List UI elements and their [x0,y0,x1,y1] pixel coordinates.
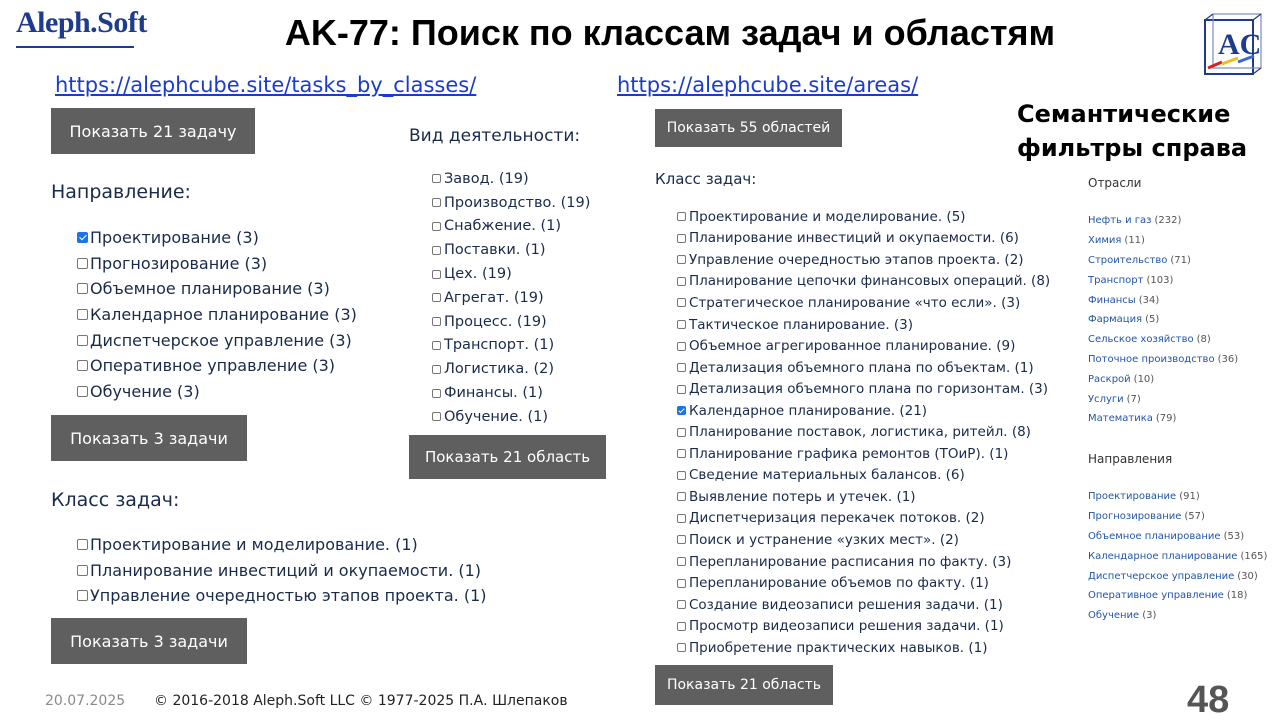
activity-item[interactable]: Логистика. (2) [432,357,590,381]
area-class-item[interactable]: Детализация объемного плана по горизонтам. (3) [677,378,1050,400]
checkbox[interactable] [677,449,686,458]
area-class-item[interactable]: Тактическое планирование. (3) [677,314,1050,336]
checkbox[interactable] [677,557,686,566]
industry-link[interactable]: Фармация (5) [1088,314,1160,326]
industry-link[interactable]: Строительство (71) [1088,254,1191,266]
direction-item[interactable]: Обучение (3) [77,379,357,405]
show-21-tasks-button[interactable]: Показать 21 задачу [51,108,255,154]
checkbox[interactable] [77,258,88,269]
checkbox[interactable] [677,579,686,588]
checkbox[interactable] [432,198,441,207]
industries-facet-list [1088,211,1238,429]
area-class-item[interactable]: Приобретение практических навыков. (1) [677,637,1050,659]
show-21-areas-button-bottom[interactable]: Показать 21 область [655,665,833,705]
cube-logo-letters: AC [1218,28,1262,61]
checkbox[interactable] [677,320,686,329]
industry-link[interactable]: Финансы (34) [1088,294,1160,306]
activity-item[interactable]: Производство. (19) [432,191,590,215]
area-class-item[interactable]: Планирование инвестиций и окупаемости. (6) [677,228,1050,250]
area-class-item[interactable]: Планирование поставок, логистика, ритейл. (8) [677,421,1050,443]
industry-link[interactable]: Транспорт (103) [1088,274,1174,286]
directions-facet-list [1088,487,1267,626]
activity-item[interactable]: Транспорт. (1) [432,334,590,358]
area-class-item[interactable]: Планирование цепочки финансовых операций. (8) [677,271,1050,293]
checkbox[interactable] [77,232,88,243]
checkbox[interactable] [77,590,88,601]
checkbox[interactable] [432,293,441,302]
direction-facet-link[interactable]: Объемное планирование (53) [1088,530,1245,542]
direction-facet-link[interactable]: Проектирование (91) [1088,491,1200,503]
footer-copyright: © 2016-2018 Aleph.Soft LLC © 1977-2025 П.А. Шлепаков [154,693,568,709]
checkbox[interactable] [432,317,441,326]
checkbox[interactable] [677,255,686,264]
checkbox[interactable] [77,539,88,550]
checkbox[interactable] [432,222,441,231]
class-item[interactable]: Управление очередностью этапов проекта. (1) [77,583,487,609]
checkbox[interactable] [432,174,441,183]
area-class-item[interactable]: Детализация объемного плана по объектам. (1) [677,357,1050,379]
checkbox[interactable] [677,600,686,609]
direction-list [77,225,357,404]
area-class-item[interactable]: Объемное агрегированное планирование. (9) [677,335,1050,357]
direction-facet-link[interactable]: Обучение (3) [1088,610,1157,622]
checkbox[interactable] [432,365,441,374]
checkbox[interactable] [677,234,686,243]
checkbox[interactable] [77,360,88,371]
page-number: 48 [1187,679,1230,721]
area-class-item[interactable]: Управление очередностью этапов проекта. (2) [677,249,1050,271]
show-3-tasks-button-top[interactable]: Показать 3 задачи [51,415,247,461]
area-class-item[interactable]: Диспетчеризация перекачек потоков. (2) [677,508,1050,530]
checkbox[interactable] [77,386,88,397]
note-line-2: фильтры справа [1017,134,1248,162]
checkbox[interactable] [677,385,686,394]
areas-class-heading: Класс задач: [655,170,757,188]
direction-facet-link[interactable]: Оперативное управление (18) [1088,590,1248,602]
checkbox[interactable] [677,277,686,286]
left-class-heading: Класс задач: [51,489,180,511]
logo-underline [16,46,134,48]
checkbox[interactable] [677,342,686,351]
direction-item[interactable]: Оперативное управление (3) [77,353,357,379]
activity-list [432,167,590,429]
checkbox[interactable] [77,335,88,346]
area-class-item[interactable]: Выявление потерь и утечек. (1) [677,486,1050,508]
directions-facet-title: Направления [1088,452,1173,466]
checkbox[interactable] [677,535,686,544]
class-item[interactable]: Планирование инвестиций и окупаемости. (1) [77,558,487,584]
direction-facet-link[interactable]: Календарное планирование (165) [1088,550,1268,562]
area-class-item[interactable]: Поиск и устранение «узких мест». (2) [677,529,1050,551]
direction-item[interactable]: Диспетчерское управление (3) [77,327,357,353]
area-class-item[interactable]: Перепланирование объемов по факту. (1) [677,572,1050,594]
checkbox[interactable] [677,298,686,307]
area-class-item[interactable]: Создание видеозаписи решения задачи. (1) [677,594,1050,616]
checkbox[interactable] [432,270,441,279]
show-21-areas-button-activity[interactable]: Показать 21 область [409,435,606,479]
industry-link[interactable]: Нефть и газ (232) [1088,215,1182,227]
area-class-item[interactable]: Сведение материальных балансов. (6) [677,465,1050,487]
industry-link[interactable]: Поточное производство (36) [1088,353,1239,365]
checkbox[interactable] [432,412,441,421]
area-class-item[interactable]: Планирование графика ремонтов (ТОиР). (1) [677,443,1050,465]
checkbox[interactable] [677,363,686,372]
checkbox[interactable] [77,565,88,576]
direction-item[interactable]: Проектирование (3) [77,225,357,251]
activity-heading: Вид деятельности: [409,126,581,146]
areas-class-list [677,206,1050,658]
cube-icon [1202,12,1264,76]
direction-item[interactable]: Объемное планирование (3) [77,276,357,302]
direction-item[interactable]: Календарное планирование (3) [77,302,357,328]
alephcube-logo [1202,12,1264,76]
direction-heading: Направление: [51,181,191,203]
left-class-list [77,532,487,609]
activity-item[interactable]: Процесс. (19) [432,310,590,334]
industry-link[interactable]: Сельское хозяйство (8) [1088,334,1211,346]
checkbox[interactable] [677,428,686,437]
area-class-item[interactable]: Просмотр видеозаписи решения задачи. (1) [677,615,1050,637]
note-line-1: Семантические [1017,100,1231,128]
checkbox[interactable] [432,389,441,398]
checkbox[interactable] [432,246,441,255]
footer-date: 20.07.2025 [45,693,126,709]
checkbox[interactable] [77,309,88,320]
activity-item[interactable]: Агрегат. (19) [432,286,590,310]
checkbox[interactable] [677,492,686,501]
area-class-item[interactable]: Календарное планирование. (21) [677,400,1050,422]
checkbox[interactable] [677,643,686,652]
checkbox[interactable] [677,622,686,631]
activity-item[interactable]: Цех. (19) [432,262,590,286]
checkbox[interactable] [677,212,686,221]
areas-link[interactable]: https://alephcube.site/areas/ [617,73,919,97]
industry-link[interactable]: Раскрой (10) [1088,373,1155,385]
industry-link[interactable]: Химия (11) [1088,235,1145,247]
activity-item[interactable]: Обучение. (1) [432,405,590,429]
area-class-item[interactable]: Проектирование и моделирование. (5) [677,206,1050,228]
direction-facet-link[interactable]: Диспетчерское управление (30) [1088,570,1258,582]
activity-item[interactable]: Завод. (19) [432,167,590,191]
industry-link[interactable]: Математика (79) [1088,413,1177,425]
industry-link[interactable]: Услуги (7) [1088,393,1141,405]
area-class-item[interactable]: Перепланирование расписания по факту. (3) [677,551,1050,573]
checkbox[interactable] [432,341,441,350]
show-55-areas-button[interactable]: Показать 55 областей [655,109,842,147]
activity-item[interactable]: Поставки. (1) [432,238,590,262]
checkbox[interactable] [677,406,686,415]
direction-facet-link[interactable]: Прогнозирование (57) [1088,511,1205,523]
semantic-filters-note [1017,97,1247,165]
activity-item[interactable]: Снабжение. (1) [432,215,590,239]
direction-item[interactable]: Прогнозирование (3) [77,251,357,277]
show-3-tasks-button-bottom[interactable]: Показать 3 задачи [51,618,247,664]
activity-item[interactable]: Финансы. (1) [432,381,590,405]
tasks-by-classes-link[interactable]: https://alephcube.site/tasks_by_classes/ [55,73,477,97]
area-class-item[interactable]: Стратегическое планирование «что если». (3) [677,292,1050,314]
checkbox[interactable] [77,283,88,294]
slide-title: AK-77: Поиск по классам задач и областям [284,12,1056,53]
alephsoft-logo: Aleph.Soft [16,6,147,39]
checkbox[interactable] [677,471,686,480]
class-item[interactable]: Проектирование и моделирование. (1) [77,532,487,558]
industries-facet-title: Отрасли [1088,176,1142,190]
checkbox[interactable] [677,514,686,523]
